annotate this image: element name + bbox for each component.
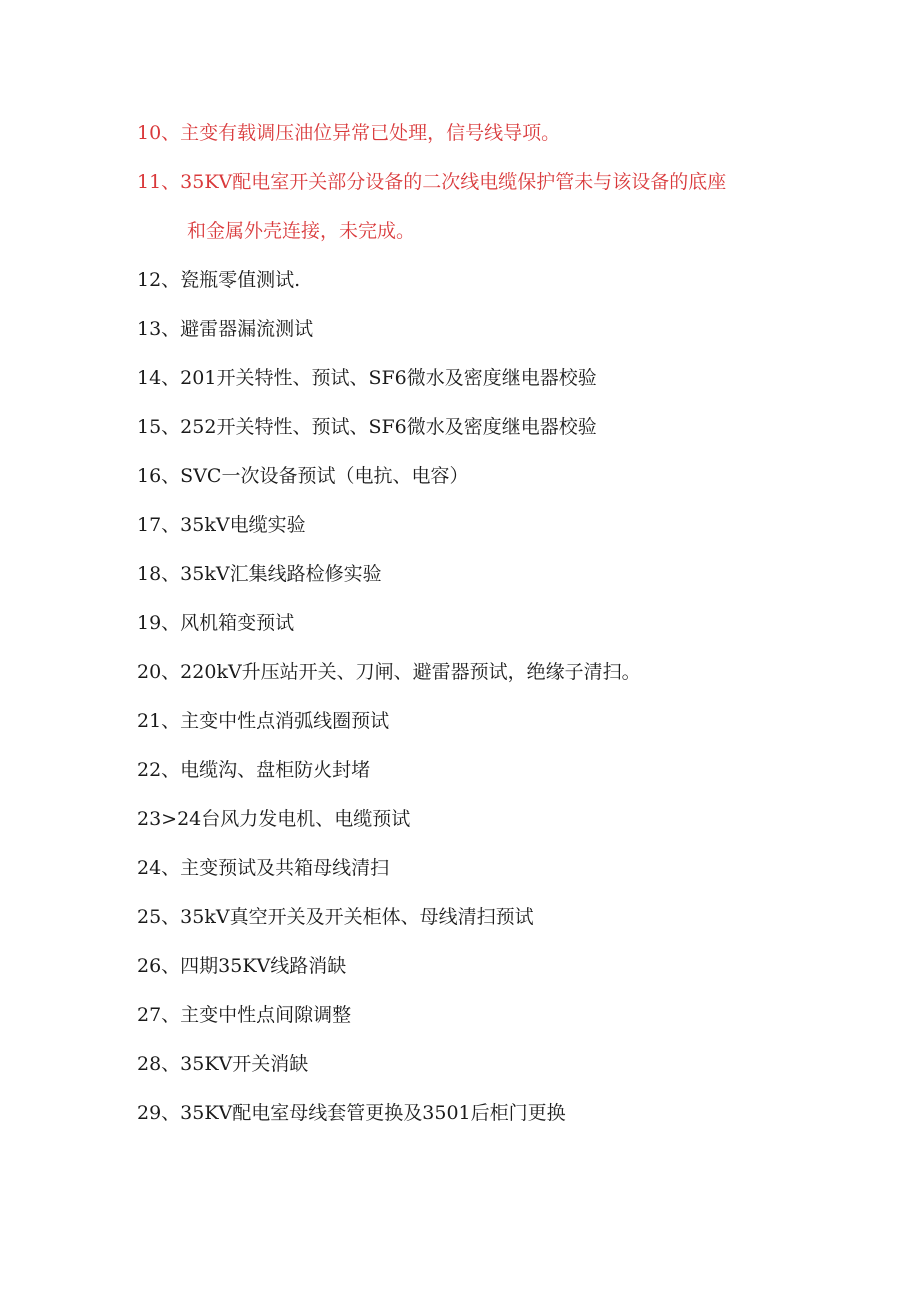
list-item: 15、252开关特性、预试、SF6微水及密度继电器校验	[137, 416, 597, 438]
list-item: 18、35kV汇集线路检修实验	[137, 563, 382, 585]
list-item: 26、四期35KV线路消缺	[137, 955, 347, 977]
list-item: 13、避雷器漏流测试	[137, 318, 314, 340]
list-item: 17、35kV电缆实验	[137, 514, 306, 536]
list-item: 12、瓷瓶零值测试.	[137, 269, 301, 291]
list-item: 14、201开关特性、预试、SF6微水及密度继电器校验	[137, 367, 597, 389]
list-item: 22、电缆沟、盘柜防火封堵	[137, 759, 371, 781]
list-item: 27、主变中性点间隙调整	[137, 1004, 352, 1026]
list-item: 29、35KV配电室母线套管更换及3501后柜门更换	[137, 1102, 566, 1124]
list-item: 11、35KV配电室开关部分设备的二次线电缆保护管未与该设备的底座	[137, 171, 727, 193]
list-item: 25、35kV真空开关及开关柜体、母线清扫预试	[137, 906, 534, 928]
list-item: 28、35KV开关消缺	[137, 1053, 309, 1075]
list-item: 24、主变预试及共箱母线清扫	[137, 857, 390, 879]
list-item-continuation: 和金属外壳连接，未完成。	[187, 220, 416, 242]
list-item: 19、风机箱变预试	[137, 612, 295, 634]
list-item: 23>24台风力发电机、电缆预试	[137, 808, 411, 830]
list-item: 10、主变有载调压油位异常已处理，信号线导项。	[137, 122, 561, 144]
list-item: 20、220kV升压站开关、刀闸、避雷器预试，绝缘子清扫。	[137, 661, 641, 683]
list-item: 21、主变中性点消弧线圈预试	[137, 710, 390, 732]
list-item: 16、SVC一次设备预试（电抗、电容）	[137, 465, 469, 487]
